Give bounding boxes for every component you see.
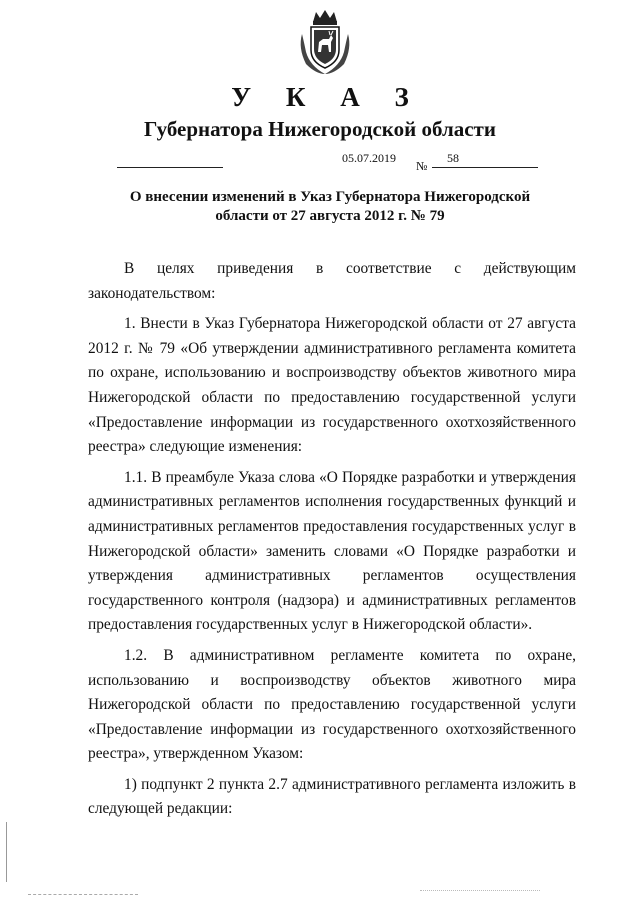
paragraph-preamble: В целях приведения в соответствие с действующим законодательством: — [88, 260, 576, 302]
heading-line-1: О внесении изменений в Указ Губернатора Нижегородской — [129, 189, 531, 205]
document-body — [88, 257, 576, 828]
paragraph-item-1-1: 1.1. В преамбуле Указа слова «О Порядке разработки и утверждения административных регламентов исполнения государственных функций и административных регламентов предоставления государственных услуг в Нижегородской области» заменить словами «О Порядке разработки и утверждения административных регламентов осуществления государственного контроля (надзора) и административных регламентов предоставления государственных услуг в Нижегородской области». — [88, 468, 576, 634]
coat-of-arms-icon — [296, 8, 354, 76]
document-heading — [110, 188, 550, 226]
paragraph-subitem-1: 1) подпункт 2 пункта 2.7 административного регламента изложить в следующей редакции: — [88, 775, 576, 818]
scan-bottom-mark — [28, 894, 138, 895]
document-number: 58 — [447, 151, 459, 165]
date-underline — [117, 167, 223, 168]
issuer-title: Губернатора Нижегородской области — [144, 117, 496, 141]
document-date: 05.07.2019 — [342, 151, 396, 165]
scan-bottom-mark-2 — [420, 890, 540, 891]
number-sign: № — [416, 159, 428, 173]
document-type: У К А З — [231, 82, 423, 112]
number-underline — [432, 167, 538, 168]
paragraph-item-1-2: 1.2. В административном регламенте комитета по охране, использованию и воспроизводству объектов животного мира Нижегородской области по предоставлению государственной услуги «Предоставление информации из государственного охотхозяйственного реестра», утвержденном Указом: — [88, 646, 576, 763]
scan-margin-mark — [6, 822, 7, 882]
paragraph-item-1: 1. Внести в Указ Губернатора Нижегородской области от 27 августа 2012 г. № 79 «Об утверждении административного регламента комитета по охране, использованию и воспроизводству объектов животного мира Нижегородской области по предоставлению государственной услуги «Предоставление информации из государственного охотхозяйственного реестра» следующие изменения: — [88, 315, 576, 456]
heading-line-2: области от 27 августа 2012 г. № 79 — [215, 208, 445, 224]
